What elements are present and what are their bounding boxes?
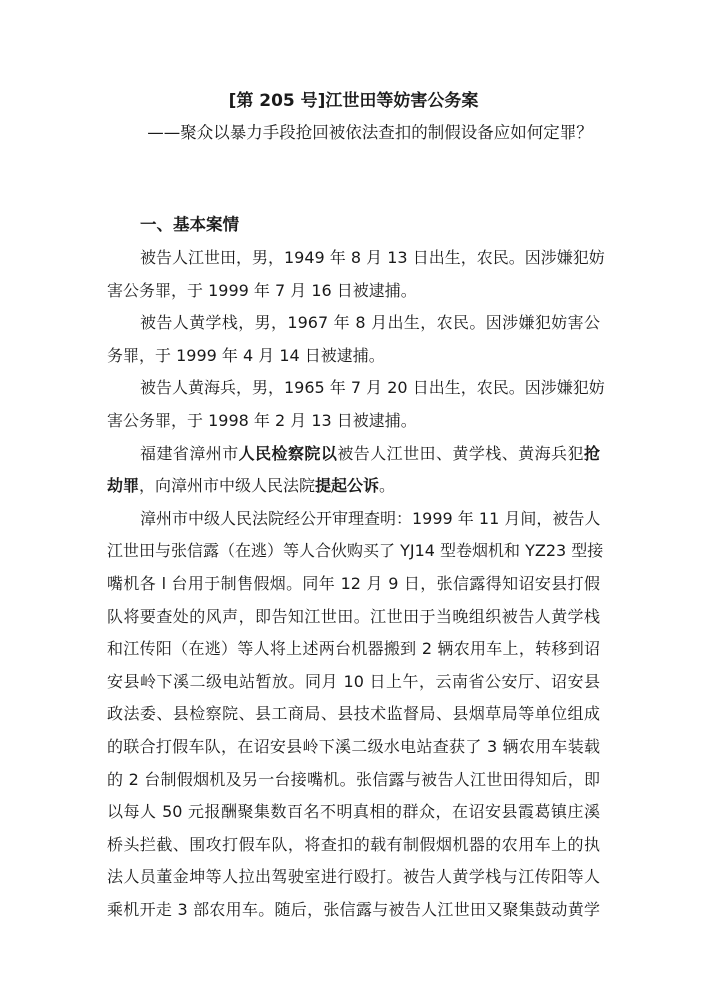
text-line bbox=[107, 698, 600, 731]
text-line bbox=[107, 242, 605, 275]
text-line bbox=[107, 633, 600, 666]
paragraph bbox=[107, 438, 600, 503]
text-line bbox=[107, 764, 600, 797]
text-segment: 。 bbox=[379, 476, 396, 496]
case-subtitle: ——聚众以暴力手段抢回被依法查扣的制假设备应如何定罪？ bbox=[147, 123, 593, 142]
bold-text: 抢 bbox=[583, 443, 600, 463]
text-segment: 嘴机各 l 台用于制售假烟。同年 12 月 9 日，张信露得知诏安县打假 bbox=[107, 573, 600, 593]
text-line bbox=[107, 666, 600, 699]
text-segment: 政法委、县检察院、县工商局、县技术监督局、县烟草局等单位组成 bbox=[107, 704, 600, 724]
text-segment: 被告人黄学栈，男，1967 年 8 月出生，农民。因涉嫌犯妨害公 bbox=[140, 313, 600, 333]
text-segment: 的 2 台制假烟机及另一台接嘴机。张信露与被告人江世田得知后，即 bbox=[107, 769, 600, 789]
text-line bbox=[107, 470, 600, 503]
text-segment: 队将要查处的风声，即告知江世田。江世田于当晚组织被告人黄学栈 bbox=[107, 606, 600, 626]
text-segment: 漳州市中级人民法院经公开审理查明：1999 年 11 月间，被告人 bbox=[140, 508, 601, 528]
text-line bbox=[107, 861, 600, 894]
text-segment: 被告人黄海兵，男，1965 年 7 月 20 日出生，农民。因涉嫌犯妨 bbox=[140, 378, 605, 398]
text-segment: 被告人江世田，男，1949 年 8 月 13 日出生，农民。因涉嫌犯妨 bbox=[140, 248, 605, 267]
paragraph bbox=[107, 503, 604, 927]
text-segment: 害公务罪，于 1998 年 2 月 13 日被逮捕。 bbox=[107, 410, 417, 430]
text-segment: 和江传阳（在逃）等人将上述两台机器搬到 2 辆农用车上，转移到诏 bbox=[107, 639, 600, 659]
text-segment: 桥头拦截、围攻打假车队，将查扣的载有制假烟机器的农用车上的执 bbox=[107, 834, 600, 854]
text-segment: 害公务罪，于 1999 年 7 月 16 日被逮捕。 bbox=[107, 280, 417, 300]
text-segment: 务罪，于 1999 年 4 月 14 日被逮捕。 bbox=[107, 345, 385, 365]
text-line bbox=[107, 535, 604, 568]
text-line bbox=[107, 438, 600, 471]
text-segment: 的联合打假车队，在诏安县岭下溪二级水电站查获了 3 辆农用车装载 bbox=[107, 736, 600, 756]
text-line bbox=[107, 601, 600, 634]
section-heading: 一、基本案情 bbox=[140, 215, 239, 234]
text-segment: 法人员董金坤等人拉出驾驶室进行殴打。被告人黄学栈与江传阳等人 bbox=[107, 867, 600, 887]
text-line bbox=[107, 503, 600, 536]
text-line bbox=[107, 372, 605, 405]
text-line bbox=[107, 275, 600, 308]
text-segment: 福建省漳州市 bbox=[140, 443, 239, 463]
text-line bbox=[107, 829, 600, 862]
text-line bbox=[107, 731, 600, 764]
bold-text: 人民检察院以 bbox=[238, 443, 338, 463]
text-segment: ，向漳州市中级人民法院 bbox=[139, 476, 316, 496]
text-line bbox=[107, 894, 600, 927]
paragraph bbox=[107, 372, 605, 437]
text-line bbox=[107, 568, 600, 601]
bold-text: 劫罪 bbox=[107, 476, 140, 496]
paragraph bbox=[107, 242, 605, 307]
text-line bbox=[107, 307, 600, 340]
text-line bbox=[107, 405, 600, 438]
document-body bbox=[107, 242, 605, 926]
case-title: [第 205 号]江世田等妨害公务案 bbox=[228, 91, 479, 111]
text-segment: 安县岭下溪二级电站暂放。同月 10 日上午，云南省公安厅、诏安县 bbox=[107, 671, 600, 691]
text-segment: 乘机开走 3 部农用车。随后，张信露与被告人江世田又聚集鼓动黄学 bbox=[107, 899, 600, 919]
bold-text: 提起公诉 bbox=[315, 476, 380, 496]
text-segment: 以每人 50 元报酬聚集数百名不明真相的群众，在诏安县霞葛镇庄溪 bbox=[107, 802, 600, 822]
text-line bbox=[107, 340, 600, 373]
text-line bbox=[107, 796, 600, 829]
paragraph bbox=[107, 307, 600, 372]
text-segment: 江世田与张信露（在逃）等人合伙购买了 YJ14 型卷烟机和 YZ23 型接 bbox=[107, 541, 604, 561]
text-segment: 被告人江世田、黄学栈、黄海兵犯 bbox=[337, 443, 584, 463]
